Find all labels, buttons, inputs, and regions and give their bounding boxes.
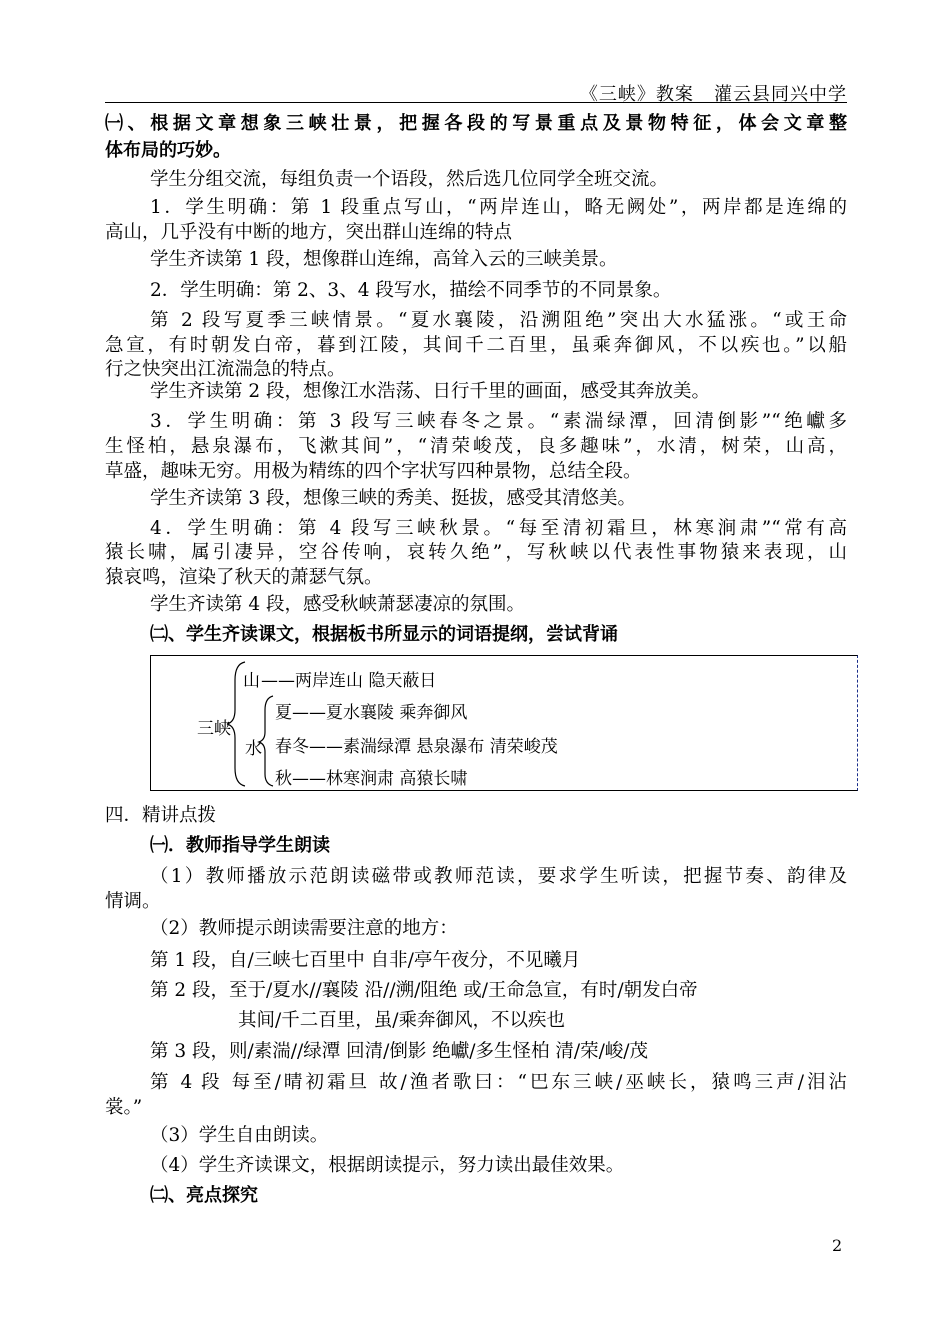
header-rule: [105, 102, 847, 103]
text-line: 猿哀鸣，渲染了秋天的萧瑟气氛。: [105, 567, 383, 588]
text-line: 行之快突出江流湍急的特点。: [105, 359, 346, 380]
text-line: 1．学生明确：第 1 段重点写山，“两岸连山，略无阙处”，两岸都是连绵的: [150, 197, 847, 218]
text-line: 学生齐读第 3 段，想像三峡的秀美、挺拔，感受其清悠美。: [150, 488, 637, 509]
board-mountain-label: 山: [243, 671, 260, 691]
text-line: 学生齐读第 2 段，想像江水浩荡、日行千里的画面，感受其奔放美。: [150, 381, 711, 402]
text-line: 学生齐读第 1 段，想像群山连绵，高耸入云的三峡美景。: [150, 249, 618, 270]
section-heading-1: ㈠、根据文章想象三峡壮景，把握各段的写景重点及景物特征，体会文章整: [105, 113, 847, 134]
text-line: 4．学生明确：第 4 段写三峡秋景。“每至清初霜旦，林寒涧肃”“常有高: [150, 518, 847, 539]
text-line: （2）教师提示朗读需要注意的地方：: [150, 918, 458, 939]
board-summer: 夏——夏水襄陵 乘奔御风: [275, 703, 468, 723]
board-autumn: 秋——林寒涧肃 高猿长啸: [275, 769, 468, 789]
text-line: 学生分组交流，每组负责一个语段，然后选几位同学全班交流。: [150, 169, 669, 190]
text-line: 3．学生明确：第 3 段写三峡春冬之景。“素湍绿潭，回清倒影”“绝巘多: [150, 411, 847, 432]
text-line: （3）学生自由朗读。: [150, 1125, 329, 1146]
board-water-label: 水: [245, 739, 262, 759]
page-number: 2: [832, 1236, 843, 1255]
text-line: 其间/千二百里，虽/乘奔御风，不以疾也: [238, 1010, 565, 1031]
text-line: 第 3 段，则/素湍//绿潭 回清/倒影 绝巘/多生怪柏 清/荣/峻/茂: [150, 1041, 649, 1062]
text-line: （4）学生齐读课文，根据朗读提示，努力读出最佳效果。: [150, 1155, 625, 1176]
text-line: （1）教师播放示范朗读磁带或教师范读，要求学生听读，把握节奏、韵律及: [150, 866, 847, 887]
text-line: 体布局的巧妙。: [105, 140, 231, 161]
subsection-heading: ㈡、亮点探究: [150, 1185, 258, 1206]
board-spring-winter: 春冬——素湍绿潭 悬泉瀑布 清荣峻茂: [275, 737, 558, 757]
text-line: 第 4 段 每至/晴初霜旦 故/渔者歌曰：“巴东三峡/巫峡长，猿鸣三声/泪沾: [150, 1072, 847, 1093]
text-line: 裳。”: [105, 1097, 143, 1118]
text-line: 学生齐读第 4 段，感受秋峡萧瑟凄凉的氛围。: [150, 594, 526, 615]
page-header: 《三峡》教案 灌云县同兴中学: [579, 84, 847, 105]
text-line: 情调。: [105, 891, 161, 912]
text-line: 高山，几乎没有中断的地方，突出群山连绵的特点: [105, 222, 513, 243]
text-line: 草盛，趣味无穷。用极为精练的四个字状写四种景物，总结全段。: [105, 461, 642, 482]
section-heading-3: 四．精讲点拨: [105, 805, 217, 826]
board-root-label: 三峡: [197, 719, 231, 739]
subsection-heading: ㈠．教师指导学生朗读: [150, 835, 330, 856]
text-line: 第 1 段，自/三峡七百里中 自非/亭午夜分，不见曦月: [150, 950, 581, 971]
text-line: 2．学生明确：第 2、3、4 段写水，描绘不同季节的不同景象。: [150, 280, 672, 301]
board-outline-box: [150, 655, 858, 791]
text-line: 急宣，有时朝发白帝，暮到江陵，其间千二百里，虽乘奔御风，不以疾也。”以船: [105, 335, 847, 356]
text-line: 第 2 段写夏季三峡情景。“夏水襄陵，沿溯阻绝”突出大水猛涨。“或王命: [150, 310, 847, 331]
text-line: 第 2 段，至于/夏水//襄陵 沿//溯/阻绝 或/王命急宣，有时/朝发白帝: [150, 980, 698, 1001]
section-heading-2: ㈡、学生齐读课文，根据板书所显示的词语提纲，尝试背诵: [150, 624, 618, 645]
text-line: 生怪柏，悬泉瀑布，飞漱其间”，“清荣峻茂，良多趣味”，水清，树荣，山高，: [105, 436, 847, 457]
board-mountain-text: ——两岸连山 隐天蔽日: [261, 671, 437, 691]
text-line: 猿长啸，属引凄异，空谷传响，哀转久绝”，写秋峡以代表性事物猿来表现，山: [105, 542, 847, 563]
